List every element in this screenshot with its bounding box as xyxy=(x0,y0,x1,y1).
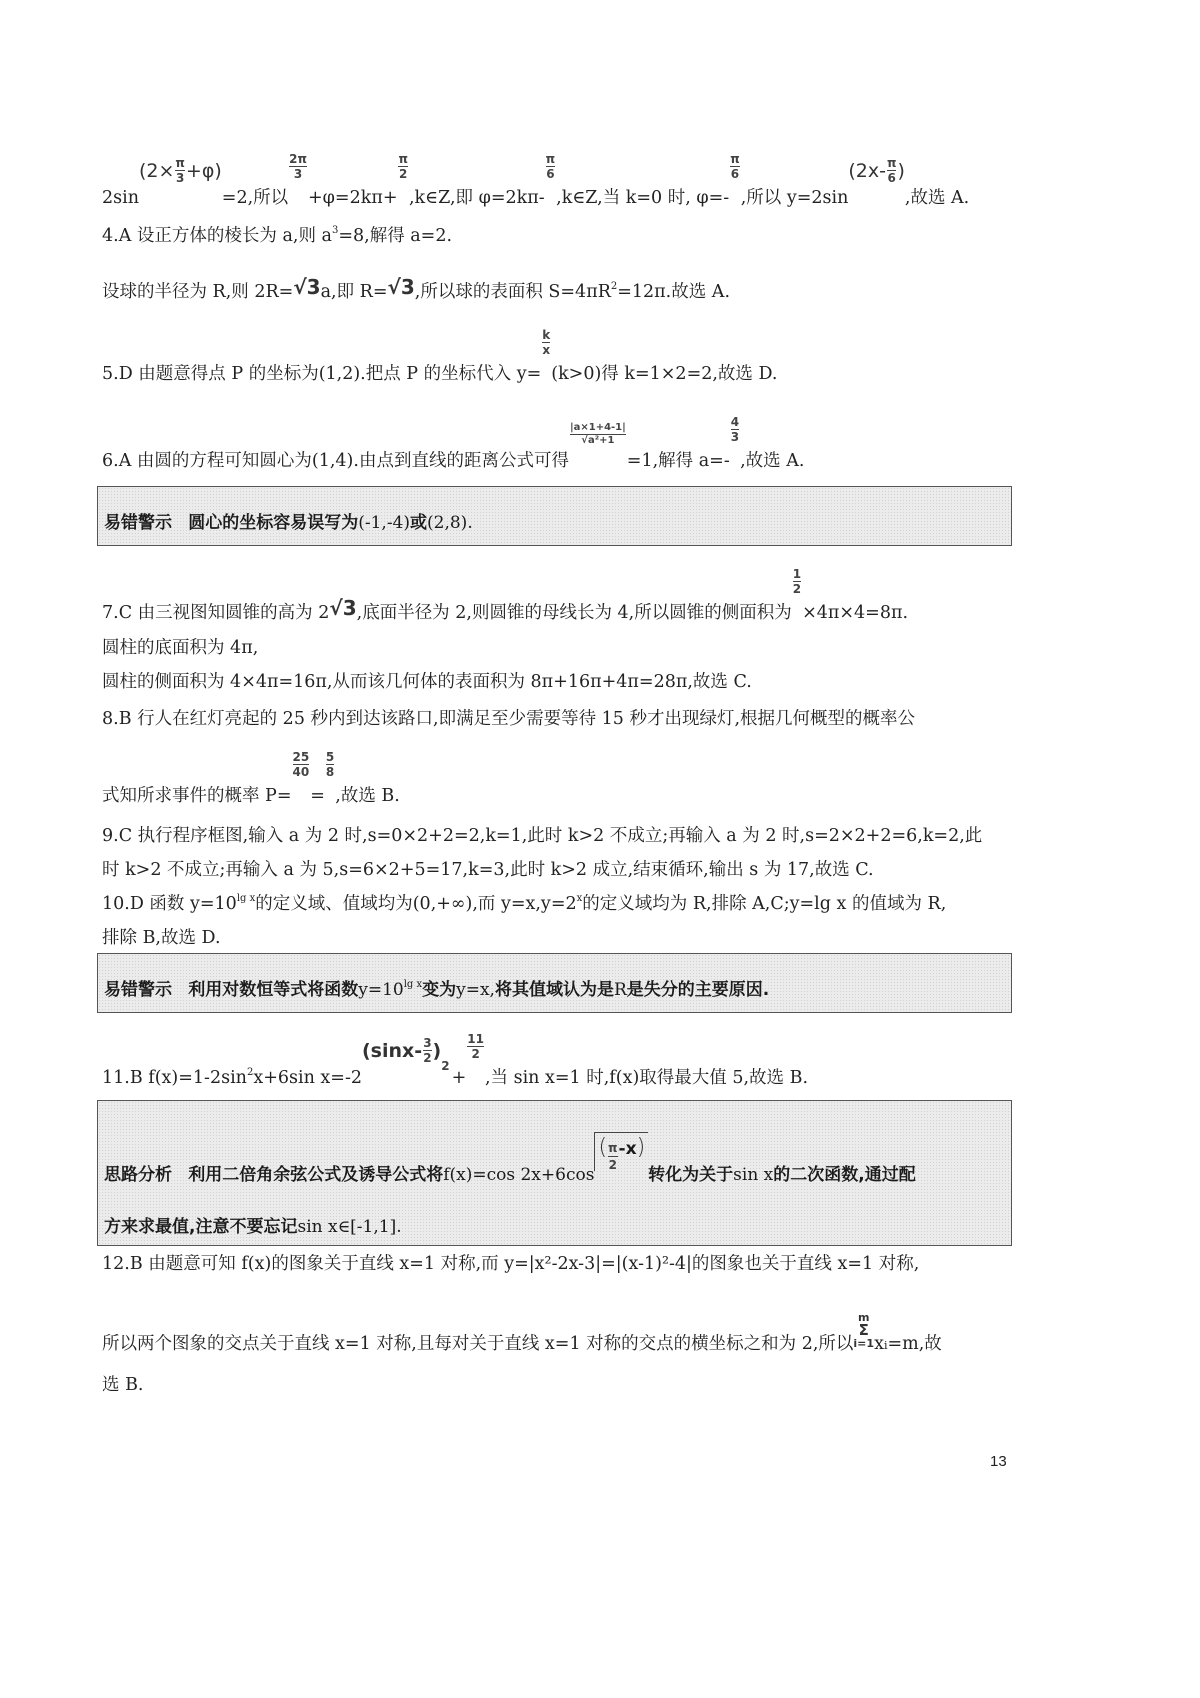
fraction: $\frac{1}{2}$ xyxy=(792,567,802,596)
solution-5: 5.D 由题意得点 P 的坐标为(1,2).把点 P 的坐标代入 y= $\frac{k}{x}$ (k>0)得 k=1×2=2,故选 D. xyxy=(102,328,778,384)
solution-8-cont: 式知所求事件的概率 P= $\frac{25}{40}$ = $\frac{5}{8}$ ,故选 B. xyxy=(102,750,400,806)
error-warning-box: 易错警示 圆心的坐标容易误写为(-1,-4)或(2,8). xyxy=(97,486,1012,546)
solution-10: 10.D 函数 $y=10^{lg x}$的定义域、值域均为(0,+∞),而 $y=x,y=2^x$的定义域均为 R,排除 A,C;y=lg x 的值域为 R, xyxy=(102,893,947,914)
text-line: 时 k>2 不成立;再输入 a 为 5,s=6×2+5=17,k=3,此时 k>2 成立,结束循环,输出 s 为 17,故选 C. xyxy=(102,860,874,880)
fraction: $\frac{\pi}{6}$ xyxy=(545,152,556,181)
fraction: $\frac{\pi}{6}$ xyxy=(730,152,740,181)
text-line: 排除 B,故选 D. xyxy=(102,928,221,948)
box-label: 思路分析 xyxy=(104,1165,172,1185)
sigma-symbol: m Σ i=1 xyxy=(853,1311,875,1350)
text-line: 选 B. xyxy=(102,1375,144,1395)
box-label: 易错警示 xyxy=(104,980,172,1000)
solution-7: 7.C 由三视图知圆锥的高为 2√3,底面半径为 2,则圆锥的母线长为 4,所以圆锥的侧面积为 $\frac{1}{2}$ ×4π×4=8π. xyxy=(102,567,909,623)
solution-12: 12.B 由题意可知 f(x)的图象关于直线 x=1 对称,而 y=|x²-2x-3|=|(x-1)²-4|的图象也关于直线 x=1 对称, xyxy=(102,1254,920,1274)
solution-11: 11.B $f(x)=1-2\sin^2x+6\sin$ x=-2(sinx- $\frac{3}{2}$ )2+ $\frac{11}{2}$ ,当 sin x=1 时,f(x)取得最大值 5,故选 B. xyxy=(102,1032,809,1088)
solution-6: 6.A 由圆的方程可知圆心为(1,4).由点到直线的距离公式可得 $\frac{|a\times 1+4-1|}{\text{√a²+1}}$ =1,解得 a=- $\frac{4}{3}$ ,故选 A. xyxy=(102,415,805,471)
text-line: 圆柱的底面积为 4π, xyxy=(102,638,259,658)
fraction: $\frac{k}{x}$ xyxy=(542,328,551,357)
thinking-analysis-box: 思路分析 利用二倍角余弦公式及诱导公式将f(x)=cos 2x+6cos( $\frac{\pi}{2}$ -x)转化为关于sin x的二次函数,通过配 方来求最值,注意不要忘记sin x∈[-1,1]. xyxy=(97,1100,1012,1246)
fraction: $\frac{3}{2}$ xyxy=(423,1036,432,1065)
fraction: $\frac{|a\times 1+4-1|}{\text{√a²+1}}$ xyxy=(569,422,626,446)
fraction: $\frac{\pi}{6}$ xyxy=(886,156,897,185)
solution-3-tail: 2sin(2× $\frac{\pi}{3}$ +φ)=2,所以 $\frac{2\pi}{3}$ +φ=2kπ+ $\frac{\pi}{2}$ ,k∈Z,即 φ=2kπ- $\frac{\pi}{6}$ ,k∈Z,当 k=0 时, φ=- $\frac{\pi}{6}$ ,所以 y=2sin(2x- $\frac{\pi}{6}$ ),故选 A. xyxy=(102,152,970,208)
fraction: $\frac{5}{8}$ xyxy=(325,750,335,779)
fraction: $\frac{25}{40}$ xyxy=(292,750,310,779)
text-line: 圆柱的侧面积为 4×4π=16π,从而该几何体的表面积为 8π+16π+4π=28π,故选 C. xyxy=(102,672,752,692)
fraction: $\frac{11}{2}$ xyxy=(467,1032,484,1061)
page-number: 13 xyxy=(990,1453,1007,1470)
fraction: $\frac{\pi}{2}$ xyxy=(608,1141,618,1172)
fraction: $\frac{\pi}{3}$ xyxy=(175,156,185,185)
solution-4: 4.A 设正方体的棱长为 a,则 $a^3=8$,解得 a=2. xyxy=(102,225,453,246)
error-warning-box: 易错警示 利用对数恒等式将函数$y=10^{lg x}$变为y=x,将其值域认为是R是失分的主要原因. xyxy=(97,953,1012,1013)
solution-9: 9.C 执行程序框图,输入 a 为 2 时,s=0×2+2=2,k=1,此时 k>2 不成立;再输入 a 为 2 时,s=2×2+2=6,k=2,此 xyxy=(102,826,983,846)
fraction: $\frac{4}{3}$ xyxy=(730,415,740,444)
solution-4-cont: 设球的半径为 R,则 2R=√3a,即 R=√3,所以球的表面积 $S=4\pi R^2=12\pi$.故选 A. xyxy=(102,275,731,302)
box-label: 易错警示 xyxy=(104,513,172,533)
solution-8: 8.B 行人在红灯亮起的 25 秒内到达该路口,即满足至少需要等待 15 秒才出现绿灯,根据几何概型的概率公 xyxy=(102,709,916,729)
solution-12-cont: 所以两个图象的交点关于直线 x=1 对称,且每对关于直线 x=1 对称的交点的横坐标之和为 2,所以 m Σ i=1 xi=m,故 xyxy=(102,1311,942,1354)
fraction: $\frac{2\pi}{3}$ xyxy=(289,152,307,181)
fraction: $\frac{\pi}{2}$ xyxy=(398,152,408,181)
